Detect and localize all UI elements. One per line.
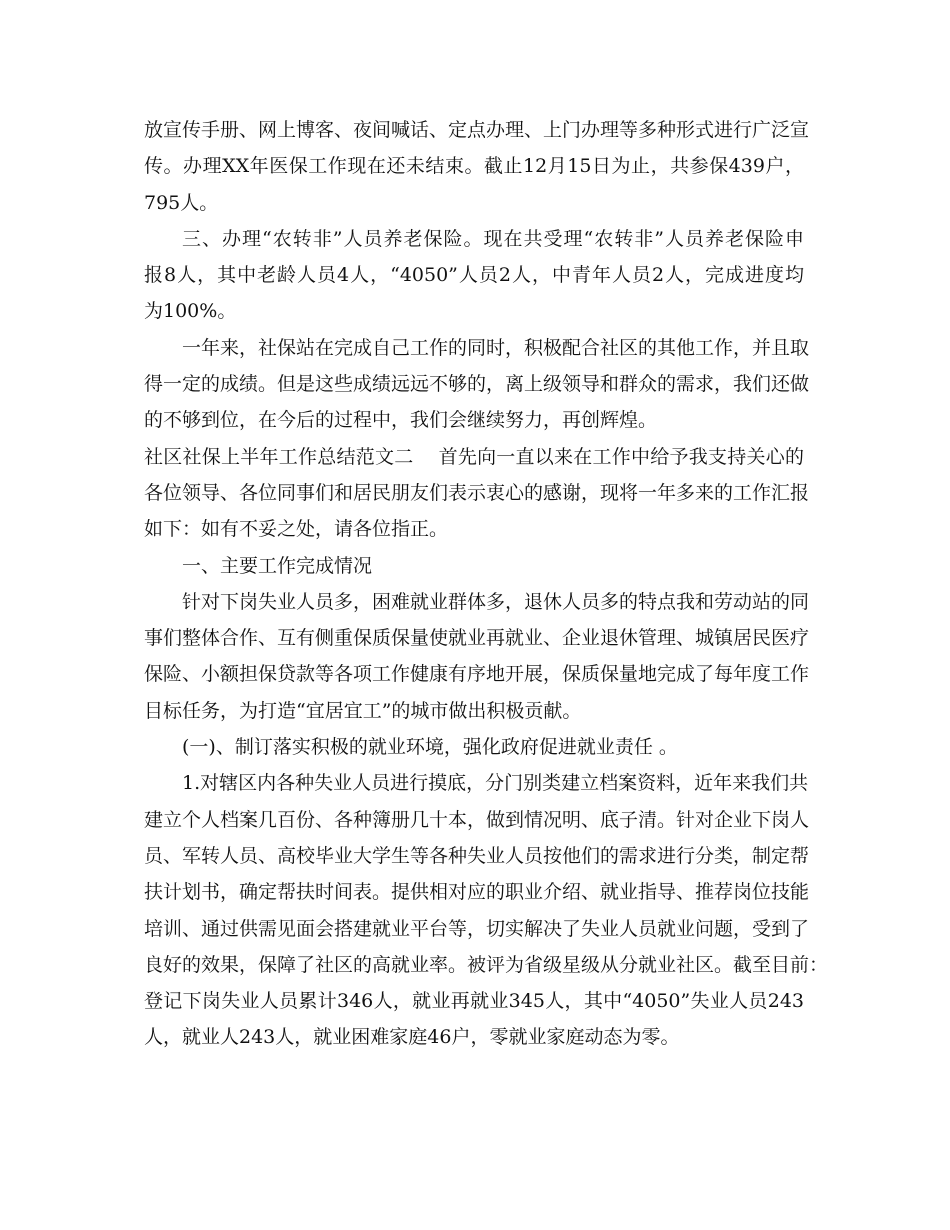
text-line: 扶计划书，确定帮扶时间表。提供相对应的职业介绍、就业指导、推荐岗位技能 <box>144 881 810 904</box>
text-line: 一年来，社保站在完成自己工作的同时，积极配合社区的其他工作，并且取 <box>182 336 810 359</box>
text-line: 1.对辖区内各种失业人员进行摸底，分门别类建立档案资料，近年来我们共 <box>182 772 809 795</box>
text-line: 人，就业人243人，就业困难家庭46户，零就业家庭动态为零。 <box>144 1026 680 1049</box>
text-line: 培训、通过供需见面会搭建就业平台等，切实解决了失业人员就业问题，受到了 <box>144 917 810 940</box>
text-line: 的不够到位，在今后的过程中，我们会继续努力，再创辉煌。 <box>144 409 658 432</box>
text-line: 如下：如有不妥之处，请各位指正。 <box>144 518 449 541</box>
text-line: 各位领导、各位同事们和居民朋友们表示衷心的感谢，现将一年多来的工作汇报 <box>144 481 810 504</box>
text-line: 登记下岗失业人员累计346人，就业再就业345人，其中“4050”失业人员243 <box>144 990 804 1013</box>
text-line: 保险、小额担保贷款等各项工作健康有序地开展，保质保量地完成了每年度工作 <box>144 663 810 686</box>
text-line: 良好的效果，保障了社区的高就业率。被评为省级星级从分就业社区。截至目前： <box>144 953 829 976</box>
text-line: 为100%。 <box>144 300 237 323</box>
text-line: 795人。 <box>144 191 219 214</box>
text-line: 目标任务，为打造“宜居宜工”的城市做出积极贡献。 <box>144 699 582 722</box>
text-line: 报8人，其中老龄人员4人，“4050”人员2人，中青年人员2人，完成进度均 <box>144 264 804 287</box>
text-line: 针对下岗失业人员多，困难就业群体多，退休人员多的特点我和劳动站的同 <box>182 590 810 613</box>
heading-line: (一)、制订落实积极的就业环境，强化政府促进就业责任 。 <box>182 736 678 759</box>
text-line: 得一定的成绩。但是这些成绩远远不够的，离上级领导和群众的需求，我们还做 <box>144 373 810 396</box>
text-line: 建立个人档案几百份、各种簿册几十本，做到情况明、底子清。针对企业下岗人 <box>144 808 810 831</box>
text-line: 事们整体合作、互有侧重保质保量使就业再就业、企业退休管理、城镇居民医疗 <box>144 627 810 650</box>
heading-line: 一、主要工作完成情况 <box>182 554 373 577</box>
text-line: 三、办理“农转非”人员养老保险。现在共受理“农转非”人员养老保险申 <box>182 227 804 250</box>
section-title-line: 社区社保上半年工作总结范文二 首先向一直以来在工作中给予我支持关心的 <box>144 445 804 468</box>
document-body <box>144 112 829 1056</box>
text-line: 员、军转人员、高校毕业大学生等各种失业人员按他们的需求进行分类，制定帮 <box>144 844 810 867</box>
text-line: 放宣传手册、网上博客、夜间喊话、定点办理、上门办理等多种形式进行广泛宣 <box>144 119 810 141</box>
text-line: 传。办理XX年医保工作现在还未结束。截止12月15日为止，共参保439户， <box>144 155 804 178</box>
